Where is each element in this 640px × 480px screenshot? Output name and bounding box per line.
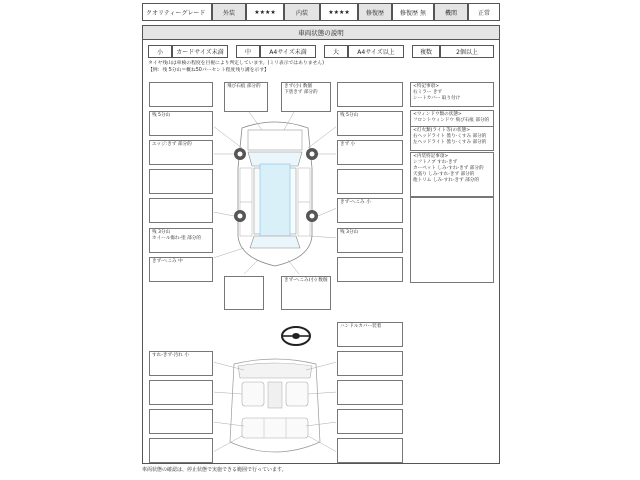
rear-box: きず-へこみ(小) 数個 xyxy=(281,276,331,310)
exterior-stars: ★★★★ xyxy=(246,3,284,21)
legend-multiple: 複数 xyxy=(412,45,440,58)
right-box-2: 残 5分山 xyxy=(337,111,403,136)
left-box-4 xyxy=(149,169,213,194)
right-box-5: きず-へこみ 小 xyxy=(337,198,403,223)
legend-large: 大 xyxy=(324,45,348,58)
tire-note: タイヤ残山は車検の程度を目視により判定しています。(ミリ表示ではありません) xyxy=(148,61,324,66)
legend-medium: 中 xyxy=(236,45,260,58)
repair-history-label: 修復歴 xyxy=(358,3,392,21)
interior-stars: ★★★★ xyxy=(320,3,358,21)
left-box-2: 残 5分山 xyxy=(149,111,213,136)
left-box-1 xyxy=(149,82,213,107)
left-box-3: エッジ:きず 部分的 xyxy=(149,140,213,165)
interior-left-box-4 xyxy=(149,438,213,463)
sheet-title: 車両状態の説明 xyxy=(142,25,500,40)
legend-multiple-desc: 2個以上 xyxy=(440,45,494,58)
lights-status-box: <灯火類(ライト等)の状態> 右ヘッドライト 曇り-くすみ 部分的 左ヘッドライト 曇り-くすみ 部分的 xyxy=(410,126,494,151)
engine-label: 機関 xyxy=(434,3,468,21)
steering-box: ハンドルカバー装着 xyxy=(337,322,403,347)
legend-small: 小 xyxy=(148,45,172,58)
legend-large-desc: A4サイズ以上 xyxy=(348,45,404,58)
legend-medium-desc: A4サイズ未満 xyxy=(260,45,316,58)
interior-left-box-3 xyxy=(149,409,213,434)
front-box: 飛び石痕 部分的 xyxy=(224,82,268,112)
car-exterior-diagram xyxy=(214,108,336,276)
right-box-6: 残 3分山 xyxy=(337,228,403,253)
right-box-1 xyxy=(337,82,403,107)
steering-wheel-icon xyxy=(280,325,312,347)
right-box-7 xyxy=(337,257,403,282)
left-box-6: 残 3分山 ホイール傷れ-塗 部分的 xyxy=(149,228,213,253)
legend-small-desc: カードサイズ未満 xyxy=(172,45,228,58)
interior-right-box-3 xyxy=(337,409,403,434)
hood-box: きず(小) 数個 下塗きず 部分的 xyxy=(281,82,331,112)
interior-right-box-1 xyxy=(337,351,403,376)
interior-right-box-4 xyxy=(337,438,403,463)
special-notes-box: <特記事項> 右ミラー きず シートカバー 取り付け xyxy=(410,82,494,107)
interior-left-box-1: すれ-きず-汚れ 小 xyxy=(149,351,213,376)
interior-left-box-2 xyxy=(149,380,213,405)
window-status-box: <ウィンドウ類の状態> フロントウィンドウ 飛び石痕 部分的 xyxy=(410,110,494,129)
interior-right-box-2 xyxy=(337,380,403,405)
interior-label: 内装 xyxy=(284,3,320,21)
tire-example-note: 【例：残 5分山＝概ね50パーセント程度残り溝を示す】 xyxy=(148,68,269,73)
car-interior-diagram xyxy=(214,352,336,464)
interior-notes-box: <内装特記事項> シフトノブ すれ-きず カーペット しみ-すれ-きず 部分的 天張り しみ-すれ-きず 部分的 他トリム しみ-すれ-きず 部分的 xyxy=(410,152,494,197)
right-box-3: きず 小 xyxy=(337,140,403,165)
exterior-label: 外装 xyxy=(212,3,246,21)
right-box-4 xyxy=(337,169,403,194)
rear-left-box xyxy=(224,276,264,310)
engine-value: 正常 xyxy=(468,3,500,21)
footer-note: 車両状態の確認は、停止状態で実施できる範囲で行っています。 xyxy=(142,467,287,473)
left-box-5 xyxy=(149,198,213,223)
quality-grade-label: クオリティーグレード xyxy=(142,3,212,21)
left-box-7: きず-へこみ 中 xyxy=(149,257,213,282)
notes-blank-box xyxy=(410,197,494,283)
repair-history-value: 修復歴 無 xyxy=(392,3,434,21)
